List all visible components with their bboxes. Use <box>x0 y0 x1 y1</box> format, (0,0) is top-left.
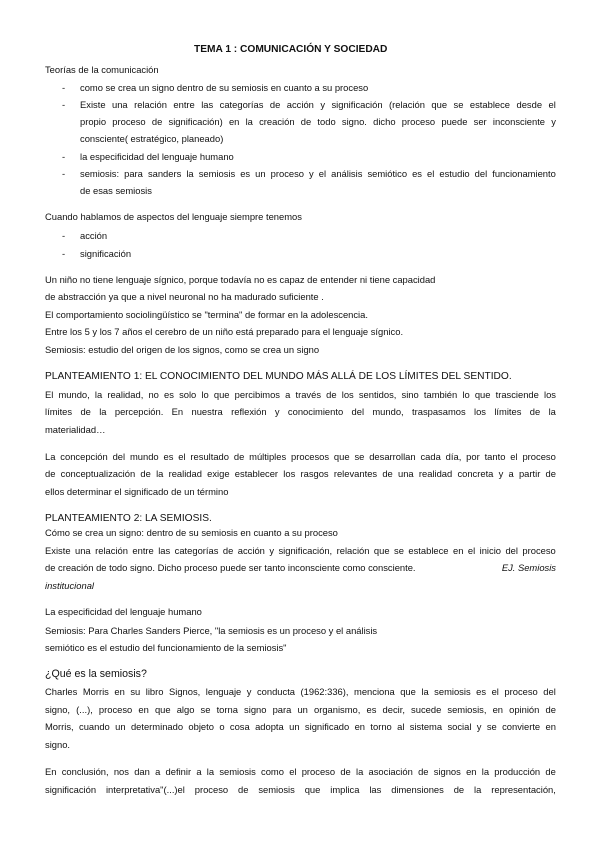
paragraph-line: materialidad… <box>45 424 106 435</box>
paragraph-line: Un niño no tiene lenguaje sígnico, porque todavía no es capaz de entender ni tiene capacidad <box>45 274 436 285</box>
example-text: EJ. Semiosis <box>501 562 556 573</box>
bullet-item-continuation: consciente( estratégico, planeado) <box>80 133 224 144</box>
paragraph-line: Existe una relación entre las categorías de acción y significación, relación que se establece en el inicio del proceso <box>45 545 556 556</box>
bullet-item-continuation: de esas semiosis <box>80 185 152 196</box>
bullet-dash: - <box>62 168 66 179</box>
section-heading-planteamiento-2: PLANTEAMIENTO 2: LA SEMIOSIS. <box>45 513 212 524</box>
paragraph-line-with-example <box>45 562 556 574</box>
paragraph-line: El mundo, la realidad, no es solo lo que percibimos a través de los sentidos, sino también lo que trasciende los <box>45 389 556 400</box>
paragraph-line: semiótico es el estudio del funcionamiento de la semiosis" <box>45 642 287 653</box>
paragraph-line: Entre los 5 y los 7 años el cerebro de un niño está preparado para el lenguaje sígnico. <box>45 326 404 337</box>
bullet-dash: - <box>62 99 66 110</box>
paragraph-line: signo. <box>45 739 71 750</box>
paragraph-line: de abstracción ya que a nivel neuronal no ha madurado suficiente . <box>45 291 324 302</box>
bullet-dash: - <box>62 230 66 241</box>
section-heading-specificity: La especificidad del lenguaje humano <box>45 606 202 617</box>
example-text: institucional <box>45 580 94 591</box>
document-title: TEMA 1 : COMUNICACIÓN Y SOCIEDAD <box>194 44 388 55</box>
bullet-item: como se crea un signo dentro de su semiosis en cuanto a su proceso <box>80 82 369 93</box>
paragraph-line: de conceptualización de la realidad exige establecer los rasgos relevantes de una realidad concreta y a partir de <box>45 468 556 479</box>
paragraph-line: ellos determinar el significado de un término <box>45 486 229 497</box>
paragraph-line: Semiosis: Para Charles Sanders Pierce, "la semiosis es un proceso y el análisis <box>45 625 378 636</box>
section-heading-theories: Teorías de la comunicación <box>45 64 159 75</box>
bullet-dash: - <box>62 151 66 162</box>
paragraph-line: Charles Morris en su libro Signos, lenguaje y conducta (1962:336), menciona que la semiosis es el proceso del <box>45 686 556 697</box>
bullet-dash: - <box>62 82 66 93</box>
paragraph-line: Semiosis: estudio del origen de los signos, como se crea un signo <box>45 344 320 355</box>
paragraph-line: En conclusión, nos dan a definir a la semiosis como el proceso de la asociación de signos en la producción de <box>45 766 556 777</box>
paragraph-text: de creación de todo signo. Dicho proceso puede ser tanto inconsciente como consciente. <box>45 562 416 573</box>
section-heading-what-is-semiosis: ¿Qué es la semiosis? <box>45 668 147 680</box>
bullet-item: Existe una relación entre las categorías de acción y significación (relación que se establece desde el <box>80 99 556 110</box>
bullet-dash: - <box>62 248 66 259</box>
paragraph-line: significación interpretativa"(...)el proceso de semiosis que implica las dimensiones de la representación, <box>45 784 556 795</box>
bullet-item-continuation: propio proceso de significación) en la creación de todo signo. dicho proceso puede ser inconsciente y <box>80 116 556 127</box>
paragraph-line: La concepción del mundo es el resultado de múltiples procesos que se desarrollan cada día, por tanto el proceso <box>45 451 556 462</box>
paragraph-line: Cómo se crea un signo: dentro de su semiosis en cuanto a su proceso <box>45 527 338 538</box>
bullet-item: semiosis: para sanders la semiosis es un proceso y el análisis semiótico es el estudio del funcionamiento <box>80 168 556 179</box>
section-heading-planteamiento-1: PLANTEAMIENTO 1: EL CONOCIMIENTO DEL MUNDO MÁS ALLÁ DE LOS LÍMITES DEL SENTIDO. <box>45 371 512 382</box>
bullet-item: significación <box>80 248 132 259</box>
paragraph-line: límites de la percepción. En nuestra reflexión y conocimiento del mundo, traspasamos los límites de la <box>45 406 556 417</box>
section-heading-language-aspects: Cuando hablamos de aspectos del lenguaje siempre tenemos <box>45 211 302 222</box>
bullet-item: la especificidad del lenguaje humano <box>80 151 234 162</box>
paragraph-line: El comportamiento sociolingüístico se "termina" de formar en la adolescencia. <box>45 309 368 320</box>
bullet-item: acción <box>80 230 108 241</box>
paragraph-line: signo, (...), proceso en que algo se torna signo para un organismo, es decir, sucede semiosis, en opinión de <box>45 704 556 715</box>
paragraph-line: Morris, cuando un determinado objeto o cosa adopta un significado en torno al sistema social y se convierte en <box>45 721 556 732</box>
